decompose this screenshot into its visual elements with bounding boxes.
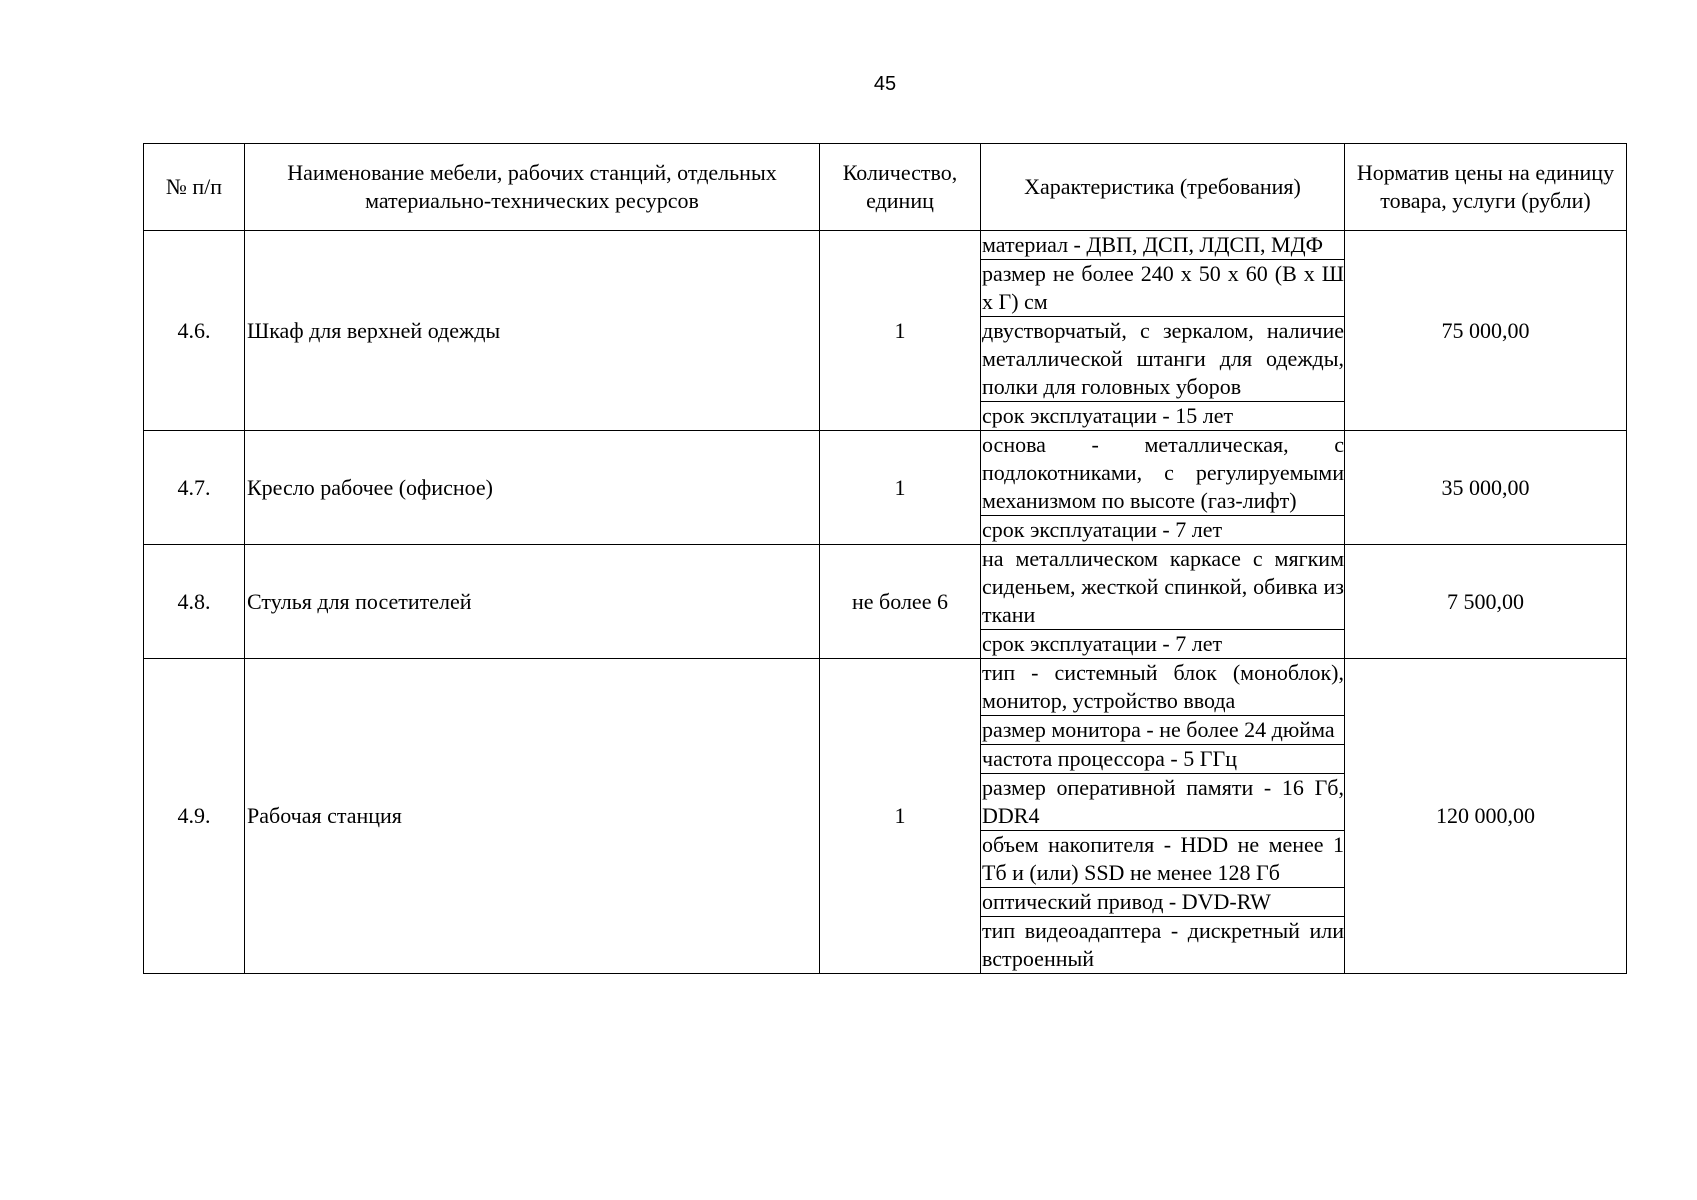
characteristic-item: оптический привод - DVD-RW (981, 888, 1344, 917)
row-qty: 1 (820, 659, 981, 974)
characteristic-item: частота процессора - 5 ГГц (981, 745, 1344, 774)
row-qty: 1 (820, 231, 981, 431)
row-num: 4.6. (144, 231, 245, 431)
row-characteristics (981, 659, 1345, 974)
table-body (144, 231, 1627, 974)
row-num: 4.7. (144, 431, 245, 545)
characteristic-item: размер оперативной памяти - 16 Гб, DDR4 (981, 774, 1344, 831)
header-qty: Количество, единиц (820, 144, 981, 231)
characteristic-item: срок эксплуатации - 15 лет (982, 403, 1234, 428)
row-characteristics (981, 545, 1345, 659)
header-chars: Характеристика (требования) (981, 144, 1345, 231)
row-name: Стулья для посетителей (245, 545, 820, 659)
characteristic-item: основа - металлическая, с подлокотниками, с регулируемыми механизмом по высоте (газ-лифт) (981, 431, 1344, 516)
table-row (144, 659, 1627, 974)
table-row (144, 431, 1627, 545)
table-row (144, 231, 1627, 431)
table-row (144, 545, 1627, 659)
row-num: 4.9. (144, 659, 245, 974)
characteristic-item: размер монитора - не более 24 дюйма (981, 716, 1344, 745)
characteristic-item: срок эксплуатации - 7 лет (982, 631, 1223, 656)
row-price: 7 500,00 (1345, 545, 1627, 659)
characteristic-item: срок эксплуатации - 7 лет (982, 517, 1223, 542)
characteristic-item: материал - ДВП, ДСП, ЛДСП, МДФ (981, 231, 1344, 260)
header-price: Норматив цены на единицу товара, услуги (рубли) (1345, 144, 1627, 231)
header-num: № п/п (144, 144, 245, 231)
header-row (144, 144, 1627, 231)
row-characteristics (981, 431, 1345, 545)
row-characteristics (981, 231, 1345, 431)
characteristic-item: размер не более 240 х 50 х 60 (В х Ш х Г) см (981, 260, 1344, 317)
table-header (144, 144, 1627, 231)
row-name: Шкаф для верхней одежды (245, 231, 820, 431)
row-price: 35 000,00 (1345, 431, 1627, 545)
row-name: Рабочая станция (245, 659, 820, 974)
characteristic-item: объем накопителя - HDD не менее 1 Тб и (или) SSD не менее 128 Гб (981, 831, 1344, 888)
norms-table (143, 143, 1627, 974)
row-num: 4.8. (144, 545, 245, 659)
characteristic-item: тип видеоадаптера - дискретный или встроенный (982, 918, 1344, 971)
page-number: 45 (873, 73, 897, 95)
header-name: Наименование мебели, рабочих станций, отдельных материально-технических ресурсов (245, 144, 820, 231)
row-price: 75 000,00 (1345, 231, 1627, 431)
row-qty: не более 6 (820, 545, 981, 659)
row-name: Кресло рабочее (офисное) (245, 431, 820, 545)
row-price: 120 000,00 (1345, 659, 1627, 974)
characteristic-item: тип - системный блок (моноблок), монитор, устройство ввода (981, 659, 1344, 716)
row-qty: 1 (820, 431, 981, 545)
characteristic-item: двустворчатый, с зеркалом, наличие металлической штанги для одежды, полки для головных уборов (981, 317, 1344, 402)
characteristic-item: на металлическом каркасе с мягким сиденьем, жесткой спинкой, обивка из ткани (981, 545, 1344, 630)
